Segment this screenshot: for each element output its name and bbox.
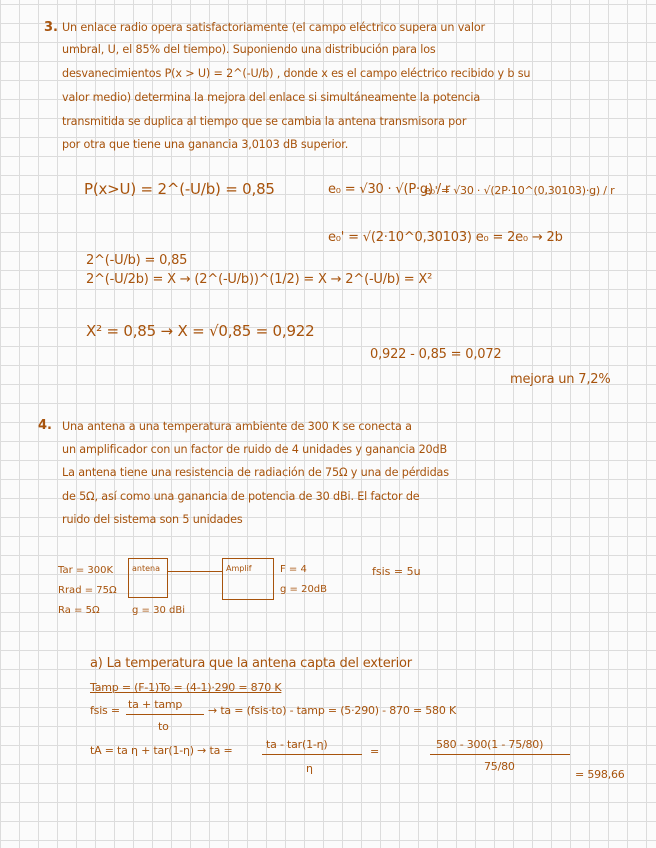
problem-4-line-2: un amplificador con un factor de ruido de 4 unidades y ganancia 20dB — [62, 443, 448, 456]
result-mejora: mejora un 7,2% — [510, 372, 611, 387]
problem-3-line-5: transmitida se duplica al tiempo que se cambia la antena transmisora por — [62, 115, 467, 128]
part-a-line-3-numerator: ta - tar(1-η) — [266, 738, 328, 751]
problem-3-line-3: desvanecimientos P(x > U) = 2^(-U/b) , donde x es el campo eléctrico recibido y b su — [62, 67, 531, 80]
problem-4-line-1: Una antena a una temperatura ambiente de 300 K se conecta a — [62, 420, 412, 433]
diagram-ra: Ra = 5Ω — [58, 605, 100, 616]
problem-3-line-1: Un enlace radio opera satisfactoriamente (el campo eléctrico supera un valor — [62, 21, 485, 34]
part-a-line-2-numerator: ta + tamp — [128, 698, 183, 711]
problem-4-line-3: La antena tiene una resistencia de radiación de 75Ω y una de pérdidas — [62, 466, 449, 479]
equation-a: 2^(-U/b) = 0,85 — [86, 253, 188, 268]
part-a-line-2-start: fsis = — [90, 704, 120, 717]
part-a-line-3-numerator-2: 580 - 300(1 - 75/80) — [436, 738, 544, 751]
connection-line — [168, 571, 222, 572]
problem-3-line-2: umbral, U, el 85% del tiempo). Suponiendo una distribución para los — [62, 43, 436, 56]
part-a-line-1: Tamp = (F-1)To = (4-1)·290 = 870 K — [90, 681, 282, 694]
diagram-amp-gain: g = 20dB — [280, 584, 328, 595]
part-a-line-3-result: = 598,66 — [575, 768, 625, 781]
diagram-rrad: Rrad = 75Ω — [58, 585, 117, 596]
problem-3-number: 3. — [44, 20, 58, 35]
problem-4-line-4: de 5Ω, así como una ganancia de potencia de 30 dBi. El factor de — [62, 490, 420, 503]
equation-c: X² = 0,85 → X = √0,85 = 0,922 — [86, 322, 315, 340]
part-a-line-2-rest: → ta = (fsis·to) - tamp = (5·290) - 870 = 580 K — [208, 704, 456, 717]
part-a-line-3-start: tA = ta η + tar(1-η) → ta = — [90, 744, 233, 757]
part-a-line-2-denominator: to — [158, 720, 169, 733]
part-a-title: a) La temperatura que la antena capta del exterior — [90, 656, 412, 671]
part-a-line-3-denominator: η — [306, 762, 313, 775]
equation-p: P(x>U) = 2^(-U/b) = 0,85 — [84, 180, 275, 198]
diagram-f: F = 4 — [280, 564, 307, 575]
fraction-bar-3 — [430, 754, 570, 755]
diagram-tar: Tar = 300K — [58, 565, 114, 576]
problem-3-line-6: por otra que tiene una ganancia 3,0103 dB superior. — [62, 138, 349, 151]
equation-e0-prime: e₀' = √30 · √(2P·10^(0,30103)·g) / r — [424, 184, 615, 197]
equation-d: 0,922 - 0,85 = 0,072 — [370, 347, 502, 362]
amplifier-box-label: Amplif — [226, 564, 252, 573]
problem-4-number: 4. — [38, 418, 52, 433]
equation-e0-prime-2: e₀' = √(2·10^0,30103) e₀ = 2e₀ → 2b — [328, 230, 563, 245]
diagram-fsis: fsis = 5u — [372, 565, 421, 578]
equation-e0: e₀ = √30 · √(P·g) / r — [328, 182, 451, 197]
problem-4-line-5: ruido del sistema son 5 unidades — [62, 513, 243, 526]
antenna-box-label: antena — [132, 564, 161, 573]
problem-3-line-4: valor medio) determina la mejora del enlace si simultáneamente la potencia — [62, 91, 481, 104]
fraction-bar-1 — [126, 714, 204, 715]
part-a-line-3-equals: = — [370, 745, 380, 758]
diagram-gain: g = 30 dBi — [132, 605, 185, 616]
equation-b: 2^(-U/2b) = X → (2^(-U/b))^(1/2) = X → 2^(-U/b) = X² — [86, 272, 433, 287]
fraction-bar-2 — [262, 754, 362, 755]
part-a-line-3-denominator-2: 75/80 — [484, 760, 515, 773]
